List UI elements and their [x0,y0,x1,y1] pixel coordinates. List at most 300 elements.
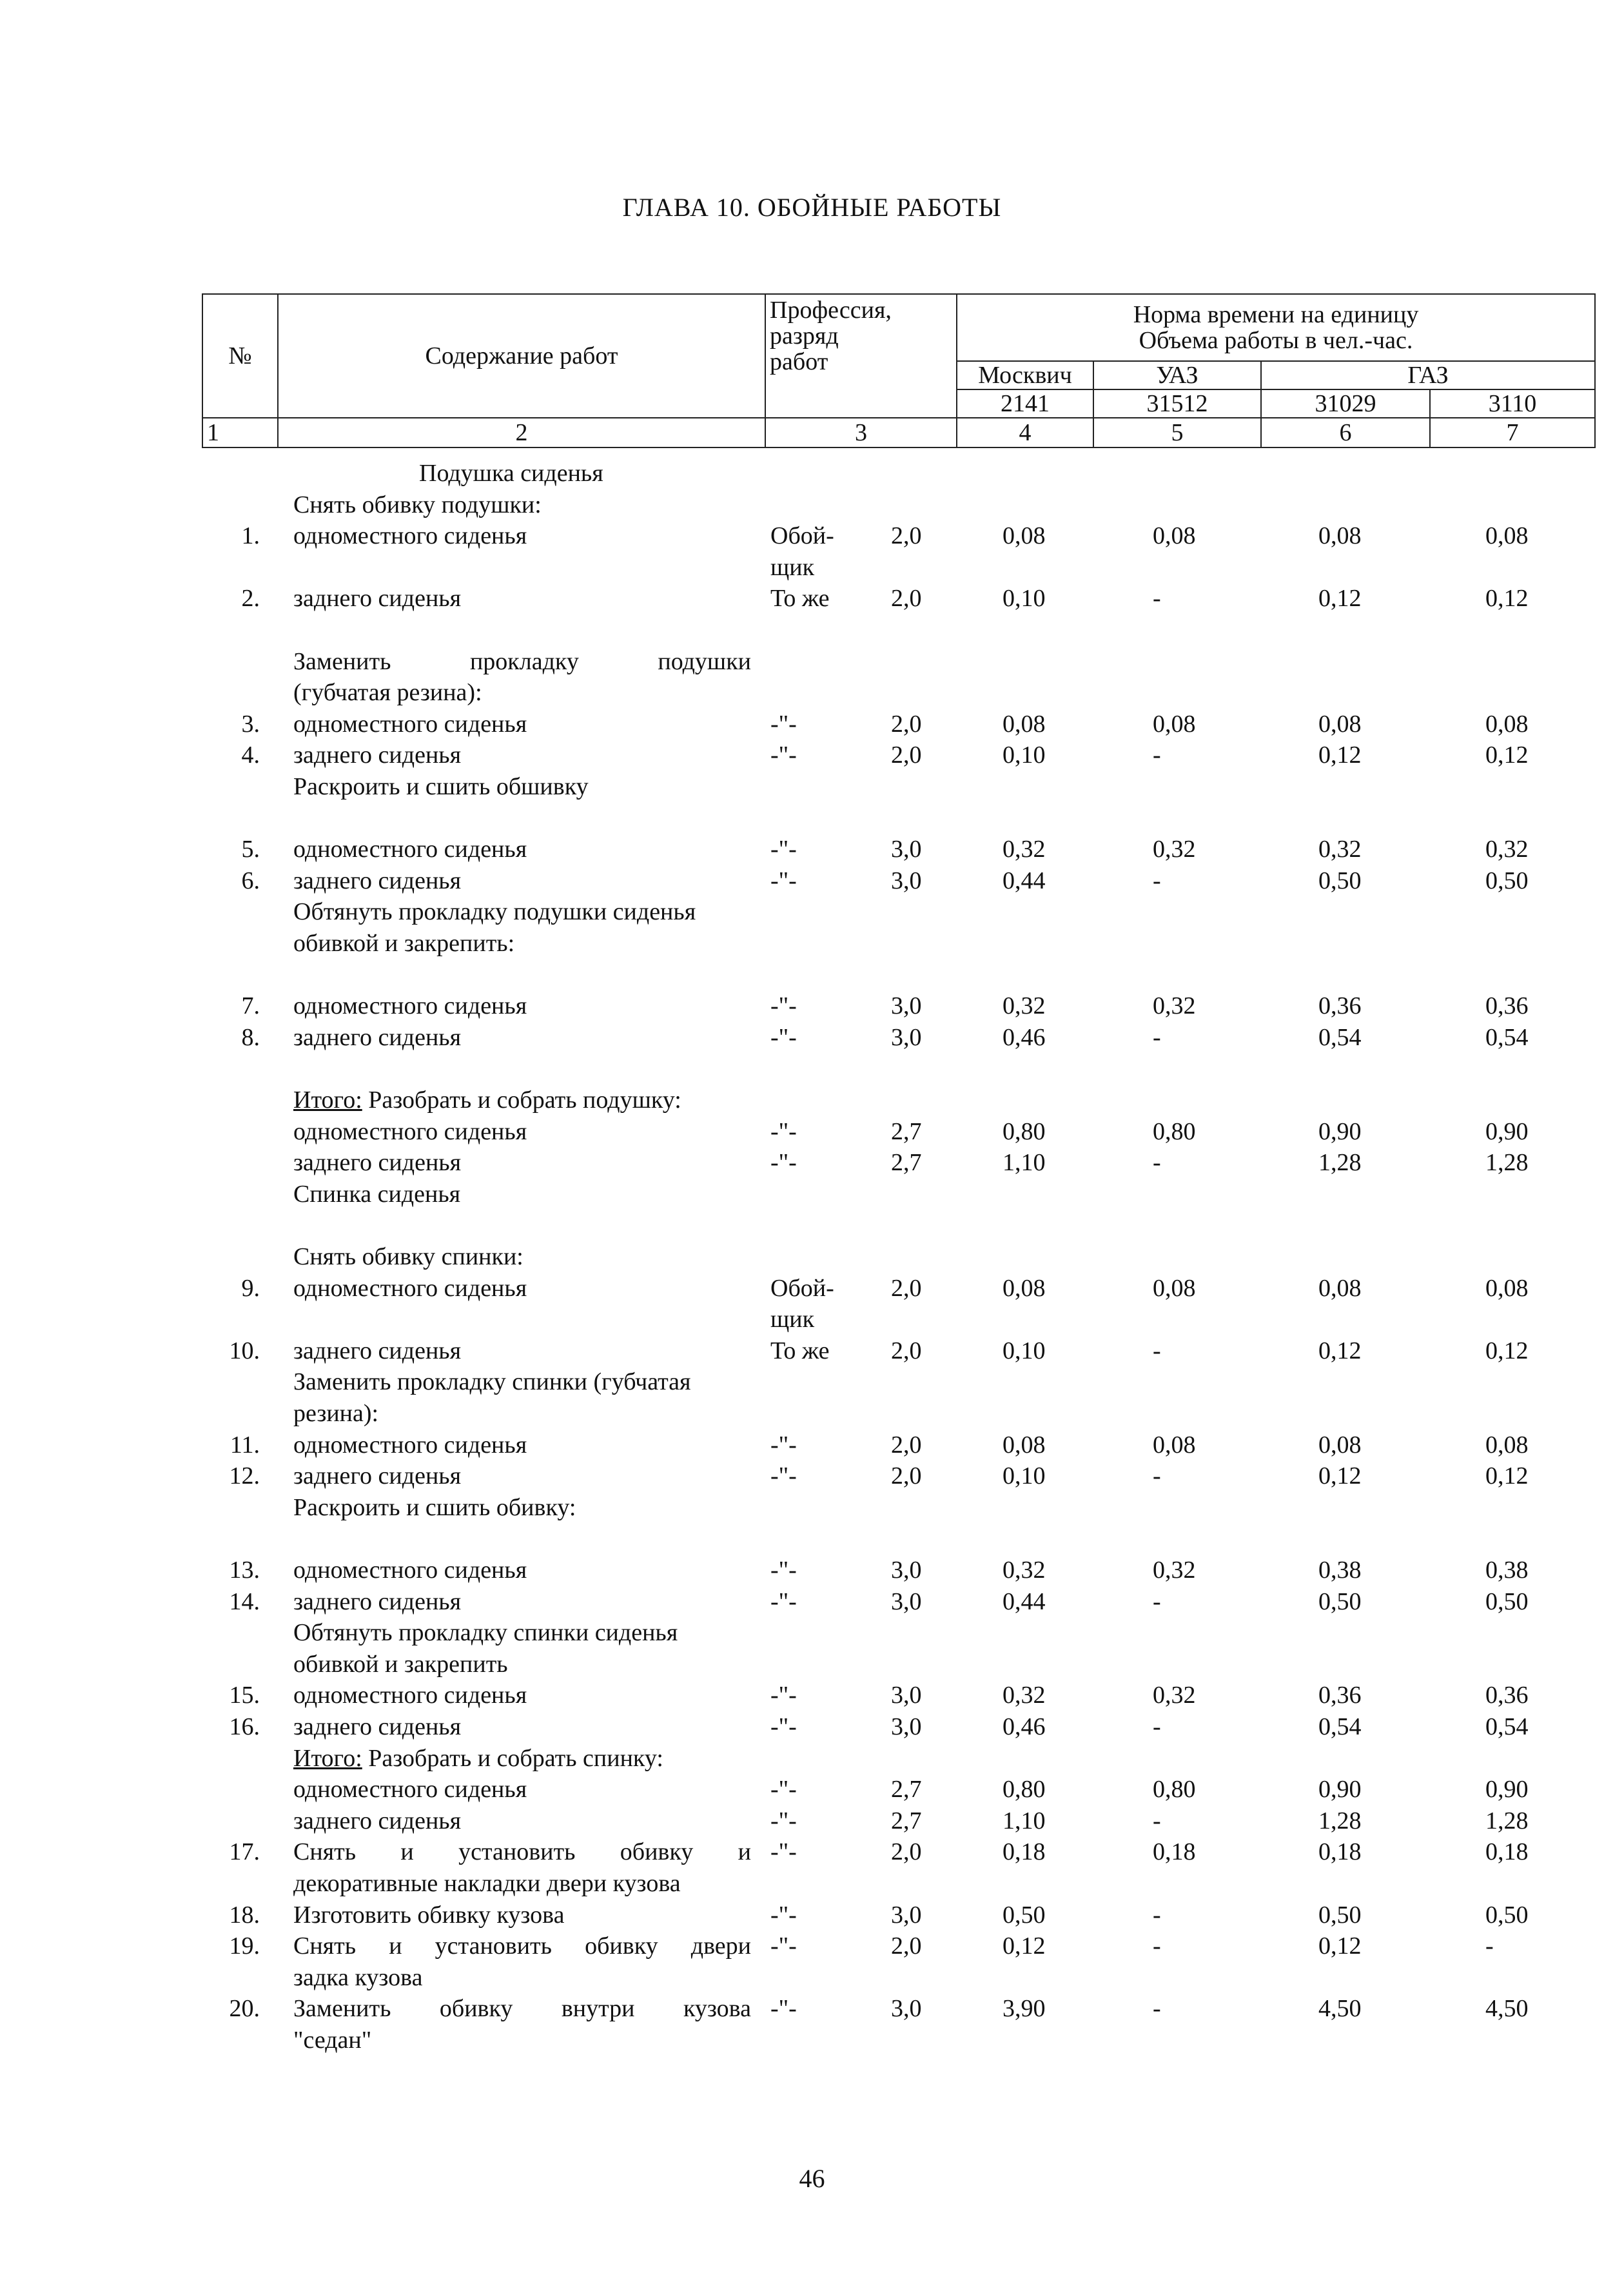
word: обивку [620,1838,694,1866]
norm-value: 1,28 [1485,1807,1529,1834]
norm-value: 0,32 [1003,1682,1046,1709]
word: двери [690,1932,751,1960]
group-heading [0,1179,1624,1210]
word: и [400,1838,414,1866]
norm-value: 0,32 [1485,836,1529,863]
norm-value: - [1153,1337,1161,1364]
total-label: Итого: [293,1086,362,1114]
norm-value: 0,12 [1003,1932,1046,1960]
group-text: Снять обивку спинки: [293,1243,523,1270]
profession-cell: -"- [770,1431,797,1459]
rank-cell: 2,7 [891,1776,922,1803]
col-header-content: Содержание работ [278,294,765,418]
group-text [293,646,751,677]
norm-value: 0,08 [1318,522,1362,550]
profession-line: работ [770,348,828,375]
norm-value: - [1153,1932,1161,1960]
norm-value: 0,08 [1153,522,1196,550]
norm-value: 0,32 [1153,836,1196,863]
row-number: 6. [241,867,260,894]
profession-cell: Обой- [770,1274,834,1302]
norm-value: 0,08 [1003,1431,1046,1459]
total-description: Разобрать и собрать подушку: [362,1086,681,1114]
row-number: 16. [229,1713,260,1740]
norm-value: 0,12 [1318,1462,1362,1490]
norm-value: 4,50 [1318,1995,1362,2023]
column-number: 5 [1093,418,1261,447]
norm-value: 0,54 [1318,1713,1362,1740]
total-text [293,1743,663,1774]
norm-value: 0,80 [1003,1117,1046,1145]
rank-cell: 2,0 [891,1337,922,1364]
norm-value: 0,44 [1003,867,1046,894]
work-description: заднего сиденья [293,1149,462,1177]
norm-value: 0,32 [1003,836,1046,863]
table-row [0,1711,1624,1742]
row-number: 13. [229,1557,260,1584]
table-row [0,1022,1624,1053]
group-text: Снять обивку подушки: [293,491,542,518]
norm-line: Норма времени на единицу [1133,301,1419,328]
column-number: 2 [278,418,765,447]
work-description: одноместного сиденья [293,1776,527,1803]
norm-value: 0,18 [1153,1838,1196,1866]
total-text [293,1085,681,1115]
table-row [0,865,1624,896]
group-heading [0,2025,1624,2056]
total-description: Разобрать и собрать спинку: [362,1744,663,1772]
profession-cell: -"- [770,1901,797,1929]
rank-cell: 2,0 [891,1462,922,1490]
table-row [0,1900,1624,1931]
spacer-row [0,959,1624,990]
group-heading [0,896,1624,927]
rank-cell: 2,0 [891,585,922,613]
rank-cell: 2,0 [891,742,922,769]
table-row [0,520,1624,551]
norm-value: 0,90 [1318,1117,1362,1145]
norm-value: - [1153,585,1161,613]
profession-cell: -"- [770,1557,797,1584]
work-description: одноместного сиденья [293,522,527,550]
norm-value: 0,12 [1485,1462,1529,1490]
table-row [0,1273,1624,1304]
norm-value: 0,36 [1318,992,1362,1020]
table-row [0,990,1624,1021]
spacer-row [0,614,1624,645]
norm-value: - [1153,1807,1161,1834]
group-heading [0,1649,1624,1680]
work-description: заднего сиденья [293,1807,462,1834]
group-text: задка кузова [293,1963,423,1991]
spacer-row [0,1053,1624,1084]
row-number: 8. [241,1023,260,1051]
norm-value: 0,08 [1485,1274,1529,1302]
word: подушки [658,647,751,675]
word: Снять [293,1932,357,1960]
profession-cell: -"- [770,867,797,894]
profession-cell: То же [770,1337,830,1364]
table-row [0,1805,1624,1836]
norm-value: 0,50 [1318,1901,1362,1929]
work-description: заднего сиденья [293,867,462,894]
rank-cell: 2,0 [891,710,922,738]
word: Заменить [293,647,391,675]
page-title: ГЛАВА 10. ОБОЙНЫЕ РАБОТЫ [622,193,1002,222]
norm-value: 0,54 [1318,1023,1362,1051]
norm-value: 0,12 [1318,1932,1362,1960]
norm-value: - [1153,742,1161,769]
word: обивку [585,1932,658,1960]
group-heading [0,1492,1624,1523]
profession-cell: -"- [770,1932,797,1960]
norm-value: 0,90 [1485,1117,1529,1145]
word: Снять [293,1838,357,1866]
total-label: Итого: [293,1744,362,1772]
rank-cell: 2,7 [891,1149,922,1177]
rank-cell: 2,0 [891,1932,922,1960]
rank-cell: 3,0 [891,1023,922,1051]
norm-value: 0,12 [1318,585,1362,613]
group-text: Обтянуть прокладку спинки сиденья [293,1619,678,1647]
table-row [0,1586,1624,1617]
col-header-uaz: УАЗ [1093,361,1261,389]
row-number: 17. [229,1838,260,1866]
norm-value: 0,10 [1003,1462,1046,1490]
group-heading [0,677,1624,708]
model-gaz-1: 31029 [1261,389,1430,418]
norm-value: 0,50 [1318,867,1362,894]
work-description: одноместного сиденья [293,1117,527,1145]
group-text: обивкой и закрепить: [293,930,515,957]
norm-value: 0,46 [1003,1713,1046,1740]
norm-value: 0,46 [1003,1023,1046,1051]
norm-value: 0,38 [1318,1557,1362,1584]
norm-value: - [1153,867,1161,894]
norm-value: 0,32 [1318,836,1362,863]
row-number: 2. [241,585,260,613]
word: обивку [439,1995,513,2023]
norm-value: 0,32 [1153,1682,1196,1709]
profession-cell: -"- [770,1462,797,1490]
work-description: заднего сиденья [293,1023,462,1051]
total-heading [0,1743,1624,1774]
norm-value: 0,32 [1003,1557,1046,1584]
group-text: Раскроить и сшить обивку: [293,1493,576,1521]
norm-value: 0,08 [1153,710,1196,738]
group-heading [0,1617,1624,1648]
norm-value: 0,08 [1318,1431,1362,1459]
norm-value: 1,28 [1318,1807,1362,1834]
work-description: одноместного сиденья [293,992,527,1020]
norm-value: - [1153,1713,1161,1740]
row-number: 12. [229,1462,260,1490]
table-row [0,1147,1624,1178]
rank-cell: 3,0 [891,1901,922,1929]
col-header-moskvich: Москвич [957,361,1093,389]
section-heading [0,458,1624,489]
profession-line: разряд [770,322,839,349]
profession-cell: щик [770,1306,815,1333]
work-description: заднего сиденья [293,1713,462,1740]
work-description: одноместного сиденья [293,1682,527,1709]
rank-cell: 2,7 [891,1117,922,1145]
col-header-number: № [202,294,278,418]
table-row [0,709,1624,740]
norm-value: 0,80 [1153,1117,1196,1145]
norm-value: 0,08 [1003,522,1046,550]
table-row [0,1774,1624,1805]
norm-value: 0,12 [1318,1337,1362,1364]
norm-value: 0,36 [1485,992,1529,1020]
norm-value: 3,90 [1003,1995,1046,2023]
word: внутри [561,1995,635,2023]
row-number: 11. [230,1431,260,1459]
table-row [0,1931,1624,1961]
table-row [0,1555,1624,1586]
rank-cell: 3,0 [891,867,922,894]
norm-value: 0,12 [1485,585,1529,613]
group-heading [0,1868,1624,1899]
norm-value: 0,32 [1003,992,1046,1020]
table-row [0,834,1624,865]
group-text: "седан" [293,2027,372,2054]
word: и [738,1838,751,1866]
profession-cell: -"- [770,1838,797,1866]
profession-cell: -"- [770,1587,797,1615]
table-row [0,1993,1624,2024]
norm-value: - [1153,1901,1161,1929]
word: Заменить [293,1995,391,2023]
row-number: 18. [229,1901,260,1929]
norm-value: 0,18 [1003,1838,1046,1866]
table-row [0,1460,1624,1491]
work-description [293,1836,751,1867]
group-heading [0,646,1624,677]
norm-value: 0,10 [1003,585,1046,613]
norm-value: - [1153,1149,1161,1177]
norm-value: 0,50 [1485,1901,1529,1929]
spacer-row [0,1210,1624,1241]
work-description [293,1993,751,2024]
norm-value: 0,18 [1318,1838,1362,1866]
group-text: Спинка сиденья [293,1180,461,1208]
norm-value: 0,12 [1485,1337,1529,1364]
spacer-row [0,803,1624,834]
group-text: обивкой и закрепить [293,1650,508,1678]
group-heading [0,489,1624,520]
profession-cell: -"- [770,992,797,1020]
group-heading [0,1398,1624,1429]
row-number: 9. [241,1274,260,1302]
profession-cell: -"- [770,1713,797,1740]
section-title: Подушка сиденья [419,460,603,487]
work-description: одноместного сиденья [293,1274,527,1302]
norm-value: 0,32 [1153,1557,1196,1584]
table-row [0,1335,1624,1366]
profession-cell: -"- [770,1682,797,1709]
norm-value: - [1153,1587,1161,1615]
rank-cell: 3,0 [891,1682,922,1709]
model-gaz-2: 3110 [1430,389,1595,418]
norm-value: 0,08 [1318,1274,1362,1302]
norm-value: 0,32 [1153,992,1196,1020]
word: и [389,1932,402,1960]
table-row [0,1836,1624,1867]
row-number: 10. [229,1337,260,1364]
work-description: заднего сиденья [293,1337,462,1364]
norm-value: 0,36 [1318,1682,1362,1709]
profession-cell: щик [770,553,815,581]
work-description: одноместного сиденья [293,836,527,863]
norm-value: 0,08 [1318,710,1362,738]
profession-continuation [0,1304,1624,1335]
group-text: декоративные накладки двери кузова [293,1870,681,1897]
model-moskvich: 2141 [957,389,1093,418]
word: установить [458,1838,576,1866]
row-number: 15. [229,1682,260,1709]
profession-cell: То же [770,585,830,613]
group-text: (губчатая резина): [293,679,482,707]
norm-value: - [1153,1462,1161,1490]
row-number: 1. [241,522,260,550]
norm-value: 0,12 [1485,742,1529,769]
norm-value: - [1153,1023,1161,1051]
norm-value: 1,10 [1003,1807,1046,1834]
word: прокладку [469,647,579,675]
table-row [0,1680,1624,1711]
table-row [0,1430,1624,1460]
group-heading [0,771,1624,802]
norm-value: 0,08 [1485,710,1529,738]
norm-value: 0,08 [1003,1274,1046,1302]
group-heading [0,1962,1624,1993]
work-description [293,1931,751,1961]
rank-cell: 2,0 [891,1431,922,1459]
word: кузова [683,1995,751,2023]
rank-cell: 3,0 [891,836,922,863]
norm-value: 1,10 [1003,1149,1046,1177]
work-description: заднего сиденья [293,1462,462,1490]
work-description: заднего сиденья [293,742,462,769]
column-number: 1 [202,418,278,447]
total-heading [0,1085,1624,1115]
norm-value: 0,18 [1485,1838,1529,1866]
rank-cell: 2,0 [891,522,922,550]
norm-value: 0,12 [1318,742,1362,769]
col-header-gaz: ГАЗ [1261,361,1595,389]
norm-value: 1,28 [1318,1149,1362,1177]
model-uaz: 31512 [1093,389,1261,418]
row-number: 20. [229,1995,260,2023]
table-row [0,740,1624,771]
norm-value: 0,10 [1003,1337,1046,1364]
column-number: 4 [957,418,1093,447]
profession-cell: -"- [770,742,797,769]
profession-cell: -"- [770,1149,797,1177]
norm-value: - [1485,1932,1494,1960]
row-number: 14. [229,1587,260,1615]
profession-cell: -"- [770,1776,797,1803]
profession-cell: -"- [770,1023,797,1051]
profession-cell: -"- [770,836,797,863]
column-number: 7 [1430,418,1595,447]
rank-cell: 3,0 [891,1587,922,1615]
norm-value: 1,28 [1485,1149,1529,1177]
norm-value: 0,44 [1003,1587,1046,1615]
profession-cell: -"- [770,710,797,738]
norm-value: 0,50 [1485,1587,1529,1615]
norm-value: 0,54 [1485,1023,1529,1051]
table-row [0,583,1624,614]
norm-line: Объема работы в чел.-час. [1139,327,1413,354]
spacer-row [0,1523,1624,1554]
word: установить [435,1932,552,1960]
norm-value: 0,08 [1003,710,1046,738]
rank-cell: 2,0 [891,1274,922,1302]
norm-value: 0,80 [1153,1776,1196,1803]
group-text: резина): [293,1400,379,1427]
row-number: 4. [241,742,260,769]
profession-line: Профессия, [770,297,892,324]
norm-value: 0,08 [1153,1431,1196,1459]
group-text: Заменить прокладку спинки (губчатая [293,1368,691,1396]
norm-value: 0,10 [1003,742,1046,769]
norm-value: 0,50 [1003,1901,1046,1929]
group-heading [0,1366,1624,1397]
group-text: Обтянуть прокладку подушки сиденья [293,898,696,926]
norm-value: 4,50 [1485,1995,1529,2023]
norm-value: 0,50 [1485,867,1529,894]
norm-value: 0,08 [1485,1431,1529,1459]
rank-cell: 2,7 [891,1807,922,1834]
rank-cell: 2,0 [891,1838,922,1866]
profession-continuation [0,552,1624,583]
norm-value: 0,38 [1485,1557,1529,1584]
row-number: 3. [241,710,260,738]
work-description: Изготовить обивку кузова [293,1901,565,1929]
row-number: 5. [241,836,260,863]
column-number: 3 [765,418,957,447]
table-row [0,1116,1624,1147]
norm-value: 0,54 [1485,1713,1529,1740]
work-description: одноместного сиденья [293,1431,527,1459]
row-number: 19. [229,1932,260,1960]
row-number: 7. [241,992,260,1020]
rank-cell: 3,0 [891,1713,922,1740]
norm-value: 0,08 [1153,1274,1196,1302]
norm-value: - [1153,1995,1161,2023]
norm-value: 0,90 [1485,1776,1529,1803]
rank-cell: 3,0 [891,1995,922,2023]
work-description: одноместного сиденья [293,710,527,738]
norm-value: 0,50 [1318,1587,1362,1615]
norm-value: 0,36 [1485,1682,1529,1709]
norm-value: 0,08 [1485,522,1529,550]
work-description: одноместного сиденья [293,1557,527,1584]
column-number: 6 [1261,418,1430,447]
work-description: заднего сиденья [293,585,462,613]
group-heading [0,928,1624,959]
group-heading [0,1241,1624,1272]
group-text: Раскроить и сшить обшивку [293,773,589,800]
profession-cell: Обой- [770,522,834,550]
work-description: заднего сиденья [293,1587,462,1615]
rank-cell: 3,0 [891,992,922,1020]
profession-cell: -"- [770,1807,797,1834]
norm-value: 0,80 [1003,1776,1046,1803]
page-number: 46 [799,2164,825,2193]
